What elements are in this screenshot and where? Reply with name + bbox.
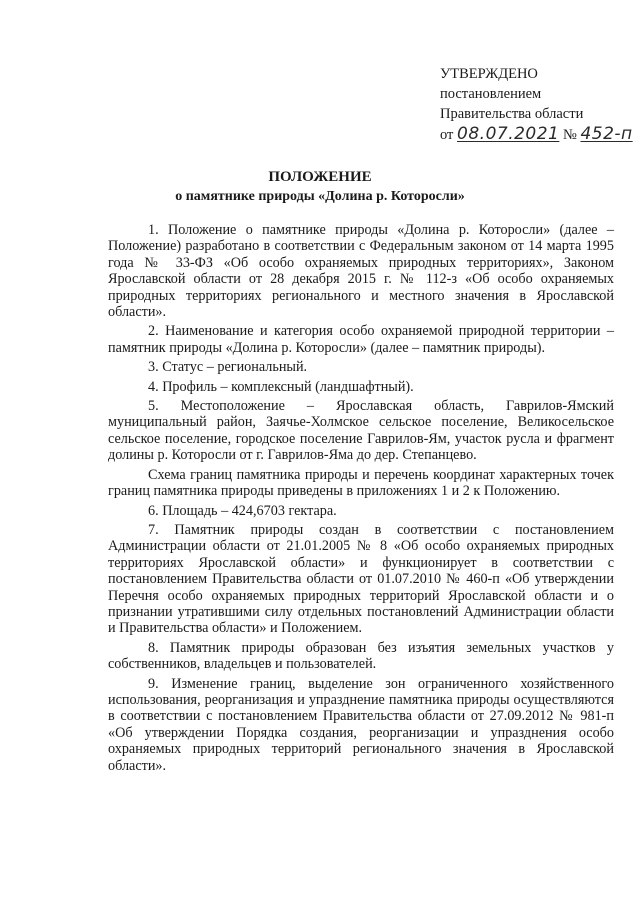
approval-date: 08.07.2021 — [457, 124, 560, 144]
paragraph-8: 8. Памятник природы образован без изъятия земельных участков у собственников, владельцев и пользователей. — [108, 639, 614, 673]
document-body — [108, 222, 614, 777]
document-subtitle: о памятнике природы «Долина р. Которосли» — [175, 189, 465, 204]
approval-date-prefix: от — [440, 127, 454, 143]
paragraph-1: 1. Положение о памятнике природы «Долина р. Которосли» (далее – Положение) разработано в соответствии с Федеральным законом от 14 марта 1995 года № 33-ФЗ «Об особо охраняемых природных территориях», Законом Ярославской области от 28 декабря 2015 г. № 112-з «Об особо охраняемых природных территориях регионального и местного значения в Ярославской области». — [108, 222, 614, 321]
approval-stamp-block — [440, 64, 633, 145]
approval-date-line — [440, 124, 633, 145]
approval-number: 452-п — [580, 124, 633, 144]
document-title: ПОЛОЖЕНИЕ — [268, 169, 372, 185]
paragraph-6: 6. Площадь – 424,6703 гектара. — [148, 502, 337, 519]
approval-government-label: Правительства области — [440, 106, 584, 122]
approval-resolution-label: постановлением — [440, 86, 542, 102]
paragraph-5: 5. Местоположение – Ярославская область, Гаврилов-Ямский муниципальный район, Заячье-Холмское сельское поселение, Великосельское сельское поселение, городское поселение Гаврилов-Ям, участок русла и фрагмент долины р. Которосли от г. Гаврилов-Яма до дер. Степанцево. — [108, 398, 614, 464]
approval-number-prefix: № — [563, 127, 577, 143]
paragraph-3: 3. Статус – региональный. — [148, 359, 308, 376]
paragraph-9: 9. Изменение границ, выделение зон ограниченного хозяйственного использования, реорганизация и упразднение памятника природы осуществляются в соответствии с постановлением Правительства области от 27.09.2012 № 981-п «Об утверждении Порядка создания, реорганизации и упразднения особо охраняемых природных территорий регионального значения в Ярославской области». — [108, 675, 614, 774]
paragraph-2: 2. Наименование и категория особо охраняемой природной территории – памятник природы «Долина р. Которосли» (далее – памятник природы). — [108, 323, 614, 356]
paragraph-4: 4. Профиль – комплексный (ландшафтный). — [148, 378, 414, 395]
paragraph-5-scheme: Схема границ памятника природы и перечень координат характерных точек границ памятника природы приведены в приложениях 1 и 2 к Положению. — [108, 466, 614, 500]
approval-heading: УТВЕРЖДЕНО — [440, 66, 538, 82]
paragraph-7: 7. Памятник природы создан в соответствии с постановлением Администрации области от 21.01.2005 № 8 «Об особо охраняемых природных территориях Ярославской области» и функционирует в соответствии с постановлением Правительства области от 01.07.2010 № 460-п «Об утверждении Перечня особо охраняемых природных территорий Ярославской области и о признании утратившими силу отдельных постановлений Администрации области и Правительства области» и Положением. — [108, 521, 614, 637]
